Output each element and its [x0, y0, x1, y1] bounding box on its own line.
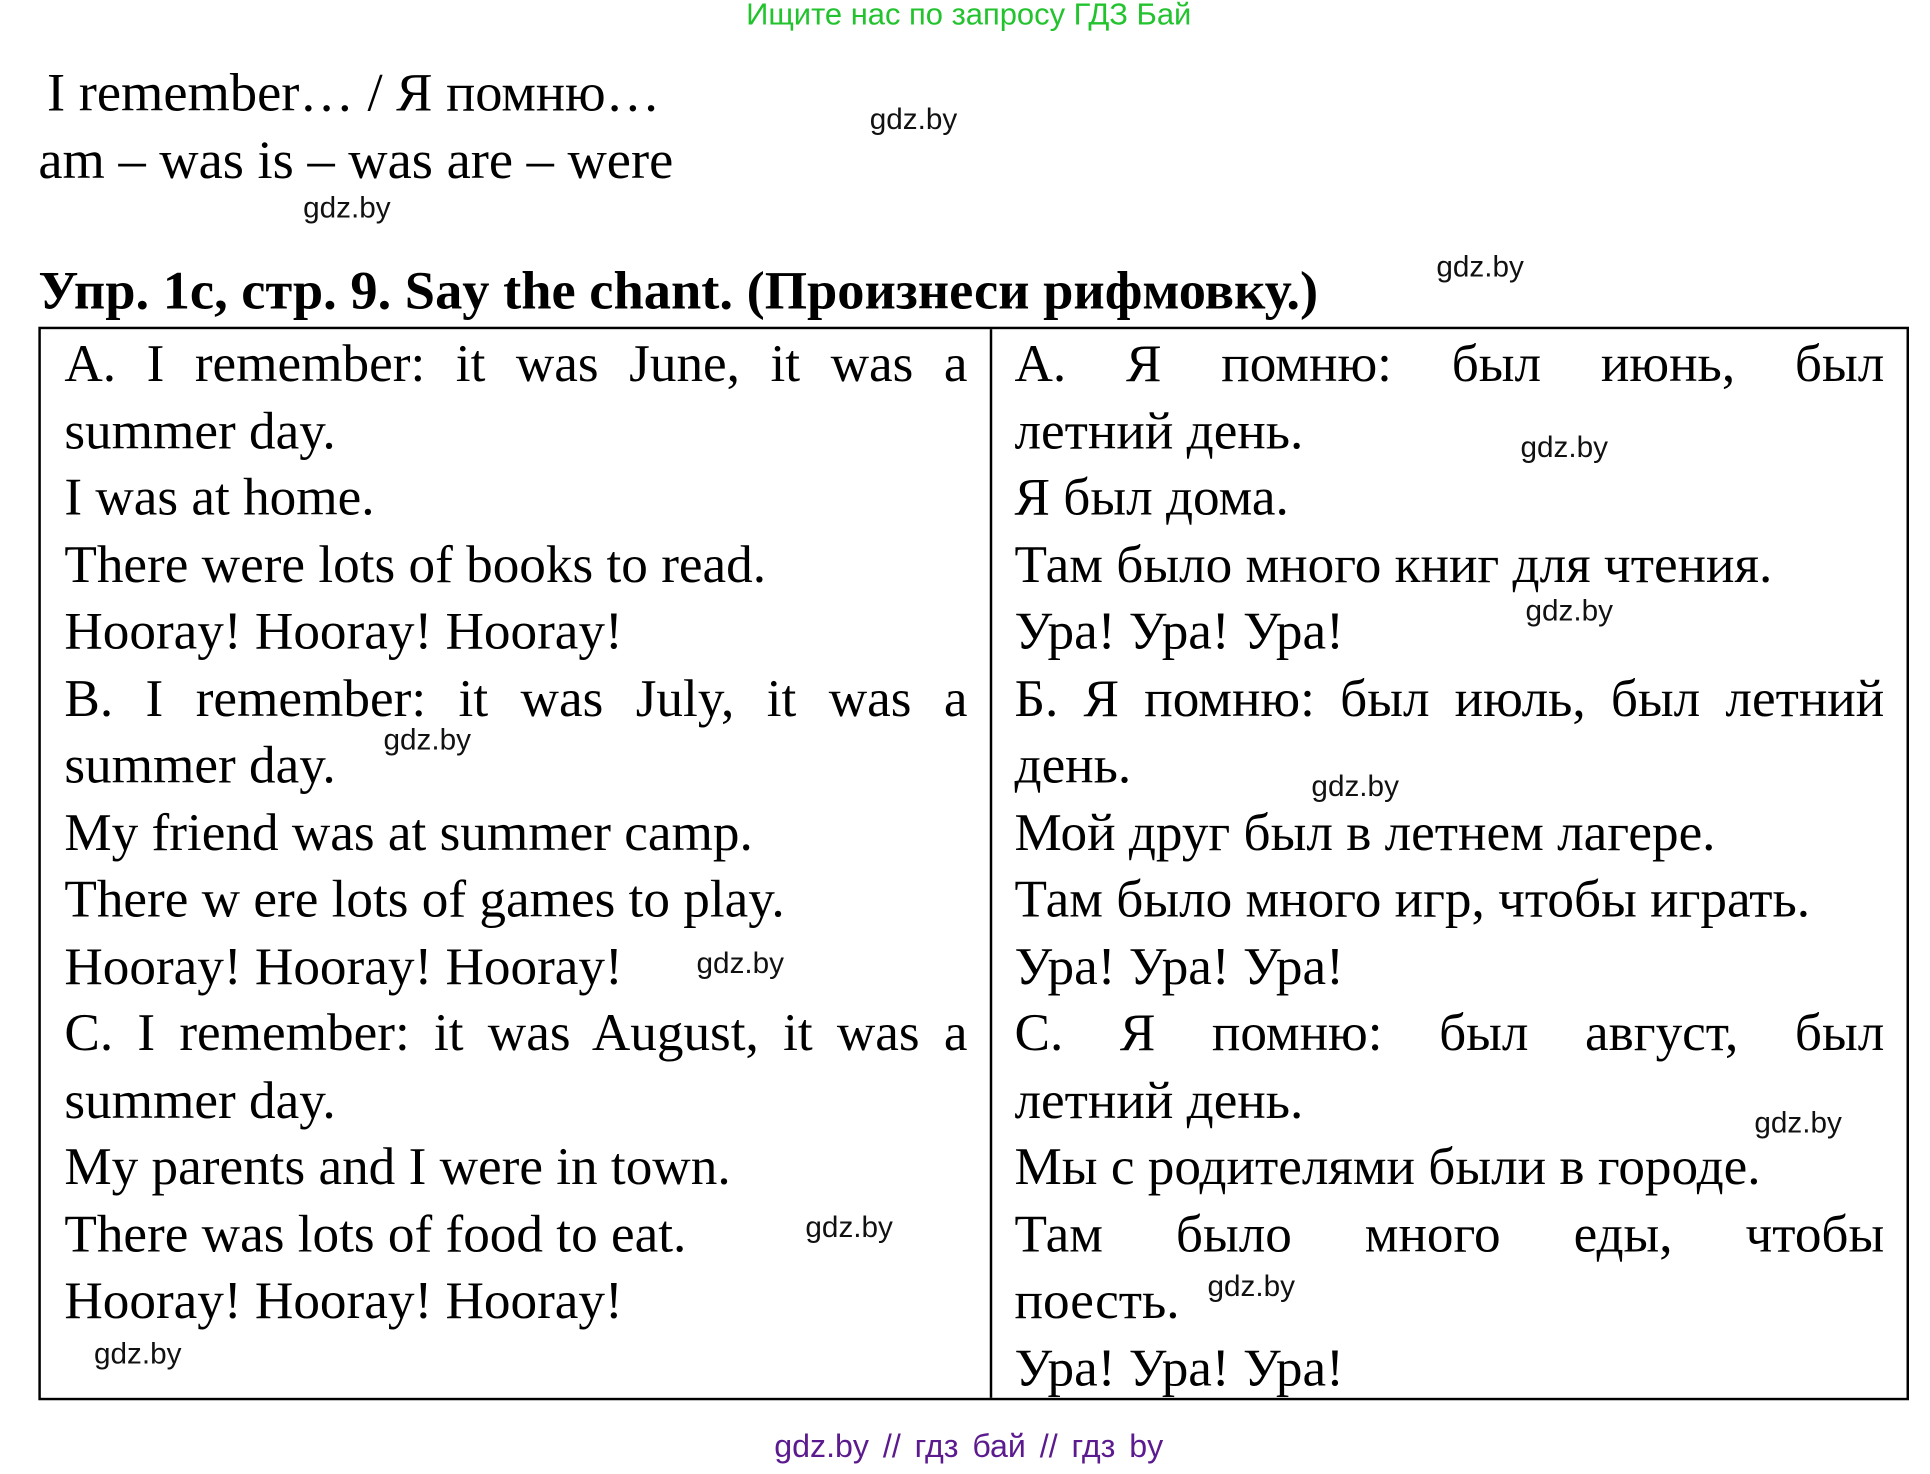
search-banner: Ищите нас по запросу ГДЗ Бай	[746, 0, 1192, 32]
russian-column	[992, 329, 1906, 1398]
watermark: gdz.by	[94, 1337, 182, 1371]
chant-line: Ура! Ура! Ура!	[1014, 937, 1344, 996]
intro-line: I remember… / Я помню…	[47, 62, 661, 123]
footer-links: gdz.by // гдз бай // гдз by	[774, 1427, 1164, 1465]
watermark: gdz.by	[1207, 1270, 1296, 1304]
watermark: gdz.by	[1754, 1106, 1842, 1140]
watermark: gdz.by	[1520, 431, 1609, 465]
watermark: gdz.by	[1311, 770, 1399, 804]
watermark: gdz.by	[696, 947, 785, 981]
chant-line: Hooray! Hooray! Hooray!	[64, 603, 623, 661]
chant-line: Ура! Ура! Ура!	[1014, 1339, 1344, 1398]
chant-line: летний день.	[1014, 1071, 1304, 1130]
chant-line: летний день.	[1014, 402, 1304, 460]
chant-line: Hooray! Hooray! Hooray!	[64, 937, 623, 996]
watermark: gdz.by	[1525, 594, 1613, 628]
chant-line: My friend was at summer camp.	[64, 803, 753, 862]
chant-line: Ура! Ура! Ура!	[1014, 603, 1344, 661]
chant-line: Там было много еды, чтобы	[1014, 1205, 1885, 1264]
chant-line: Мы с родителями были в городе.	[1014, 1138, 1761, 1197]
chant-line: summer day.	[64, 402, 336, 460]
watermark: gdz.by	[383, 723, 472, 757]
chant-line: There was lots of food to eat.	[64, 1205, 687, 1264]
chant-line: B. I remember: it was July, it was a	[64, 670, 968, 728]
watermark: gdz.by	[805, 1211, 893, 1245]
chant-line: There were lots of books to read.	[64, 536, 767, 594]
chant-line: Hooray! Hooray! Hooray!	[64, 1272, 623, 1331]
chant-line: C. I remember: it was August, it was a	[64, 1004, 968, 1063]
watermark: gdz.by	[303, 191, 391, 225]
chant-line: день.	[1014, 736, 1132, 795]
exercise-heading: Упр. 1c, стр. 9. Say the chant. (Произнеси рифмовку.)	[38, 260, 1319, 321]
chant-line: summer day.	[64, 1071, 336, 1130]
chant-line: Там было много книг для чтения.	[1014, 536, 1773, 594]
chant-line: A. I remember: it was June, it was a	[64, 335, 968, 394]
chant-line: summer day.	[64, 736, 336, 795]
chant-line: поесть.	[1014, 1272, 1180, 1331]
chant-line: Я был дома.	[1014, 469, 1289, 527]
chant-line: Б. Я помню: был июль, был летний	[1014, 670, 1885, 728]
chant-line: Там было много игр, чтобы играть.	[1014, 870, 1811, 929]
chant-line: С. Я помню: был август, был	[1014, 1004, 1885, 1063]
chant-line: Мой друг был в летнем лагере.	[1014, 803, 1716, 862]
chant-line: My parents and I were in town.	[64, 1138, 731, 1197]
chant-line: А. Я помню: был июнь, был	[1014, 335, 1885, 394]
chant-line: There w ere lots of games to play.	[64, 870, 785, 929]
watermark: gdz.by	[869, 103, 958, 137]
chant-line: I was at home.	[64, 469, 375, 527]
chant-table	[38, 327, 1909, 1401]
watermark: gdz.by	[1436, 250, 1524, 284]
verb-forms-line: am – was is – was are – were	[38, 130, 674, 191]
